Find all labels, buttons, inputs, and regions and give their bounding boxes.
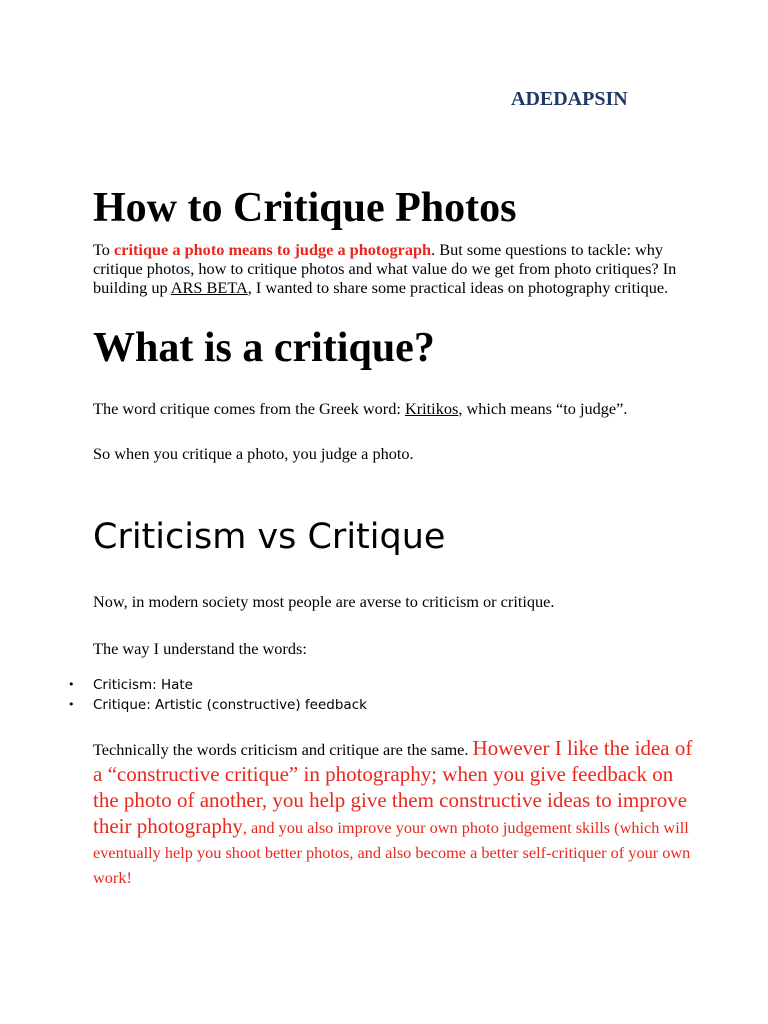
intro-highlight: critique a photo means to judge a photograph (114, 240, 432, 259)
author-name: ADEDAPSIN (511, 88, 628, 110)
judge-photo-paragraph: So when you critique a photo, you judge a photo. (93, 444, 414, 463)
technically-text: Technically the words criticism and critique are the same. (93, 740, 473, 759)
section-heading-what-is-critique: What is a critique? (93, 325, 435, 371)
page-title: How to Critique Photos (93, 185, 517, 231)
intro-suffix: , I wanted to share some practical ideas on photography critique. (247, 278, 669, 297)
self-improvement-text: , and you also improve your own photo judgement skills (which will eventually help you shoot better photos, and also become a better self-critiquer of your own work! (93, 818, 691, 887)
ars-beta-link[interactable]: ARS BETA (170, 278, 248, 297)
document-body (68, 180, 693, 890)
definitions-list (68, 675, 693, 715)
constructive-highlight: However I like the idea of a “constructive critique” in photography; when you give feedback on the photo of another, you help give them constructive ideas to improve their photography (93, 736, 693, 838)
intro-prefix: To (93, 240, 115, 259)
list-item-text: Critique: Artistic (constructive) feedback (93, 697, 367, 713)
etymology-suffix: , which means “to judge”. (458, 399, 628, 418)
intro-paragraph (93, 240, 693, 297)
averse-paragraph: Now, in modern society most people are averse to criticism or critique. (93, 592, 555, 611)
constructive-critique-paragraph (93, 736, 693, 890)
list-item-text: Criticism: Hate (93, 677, 193, 693)
kritikos-link[interactable]: Kritikos (404, 399, 459, 418)
bullet-icon: • (68, 678, 75, 691)
etymology-prefix: The word critique comes from the Greek word: (93, 399, 405, 418)
bullet-icon: • (68, 698, 75, 711)
section-heading-criticism-vs-critique: Criticism vs Critique (93, 517, 446, 557)
list-item (68, 695, 693, 715)
intro-middle: . But some questions to tackle: why critique photos, how to critique photos and what value do we get from photo critiques? In building up (93, 240, 677, 297)
etymology-paragraph (93, 399, 693, 418)
list-item (68, 675, 693, 695)
understand-words-paragraph: The way I understand the words: (93, 639, 307, 658)
